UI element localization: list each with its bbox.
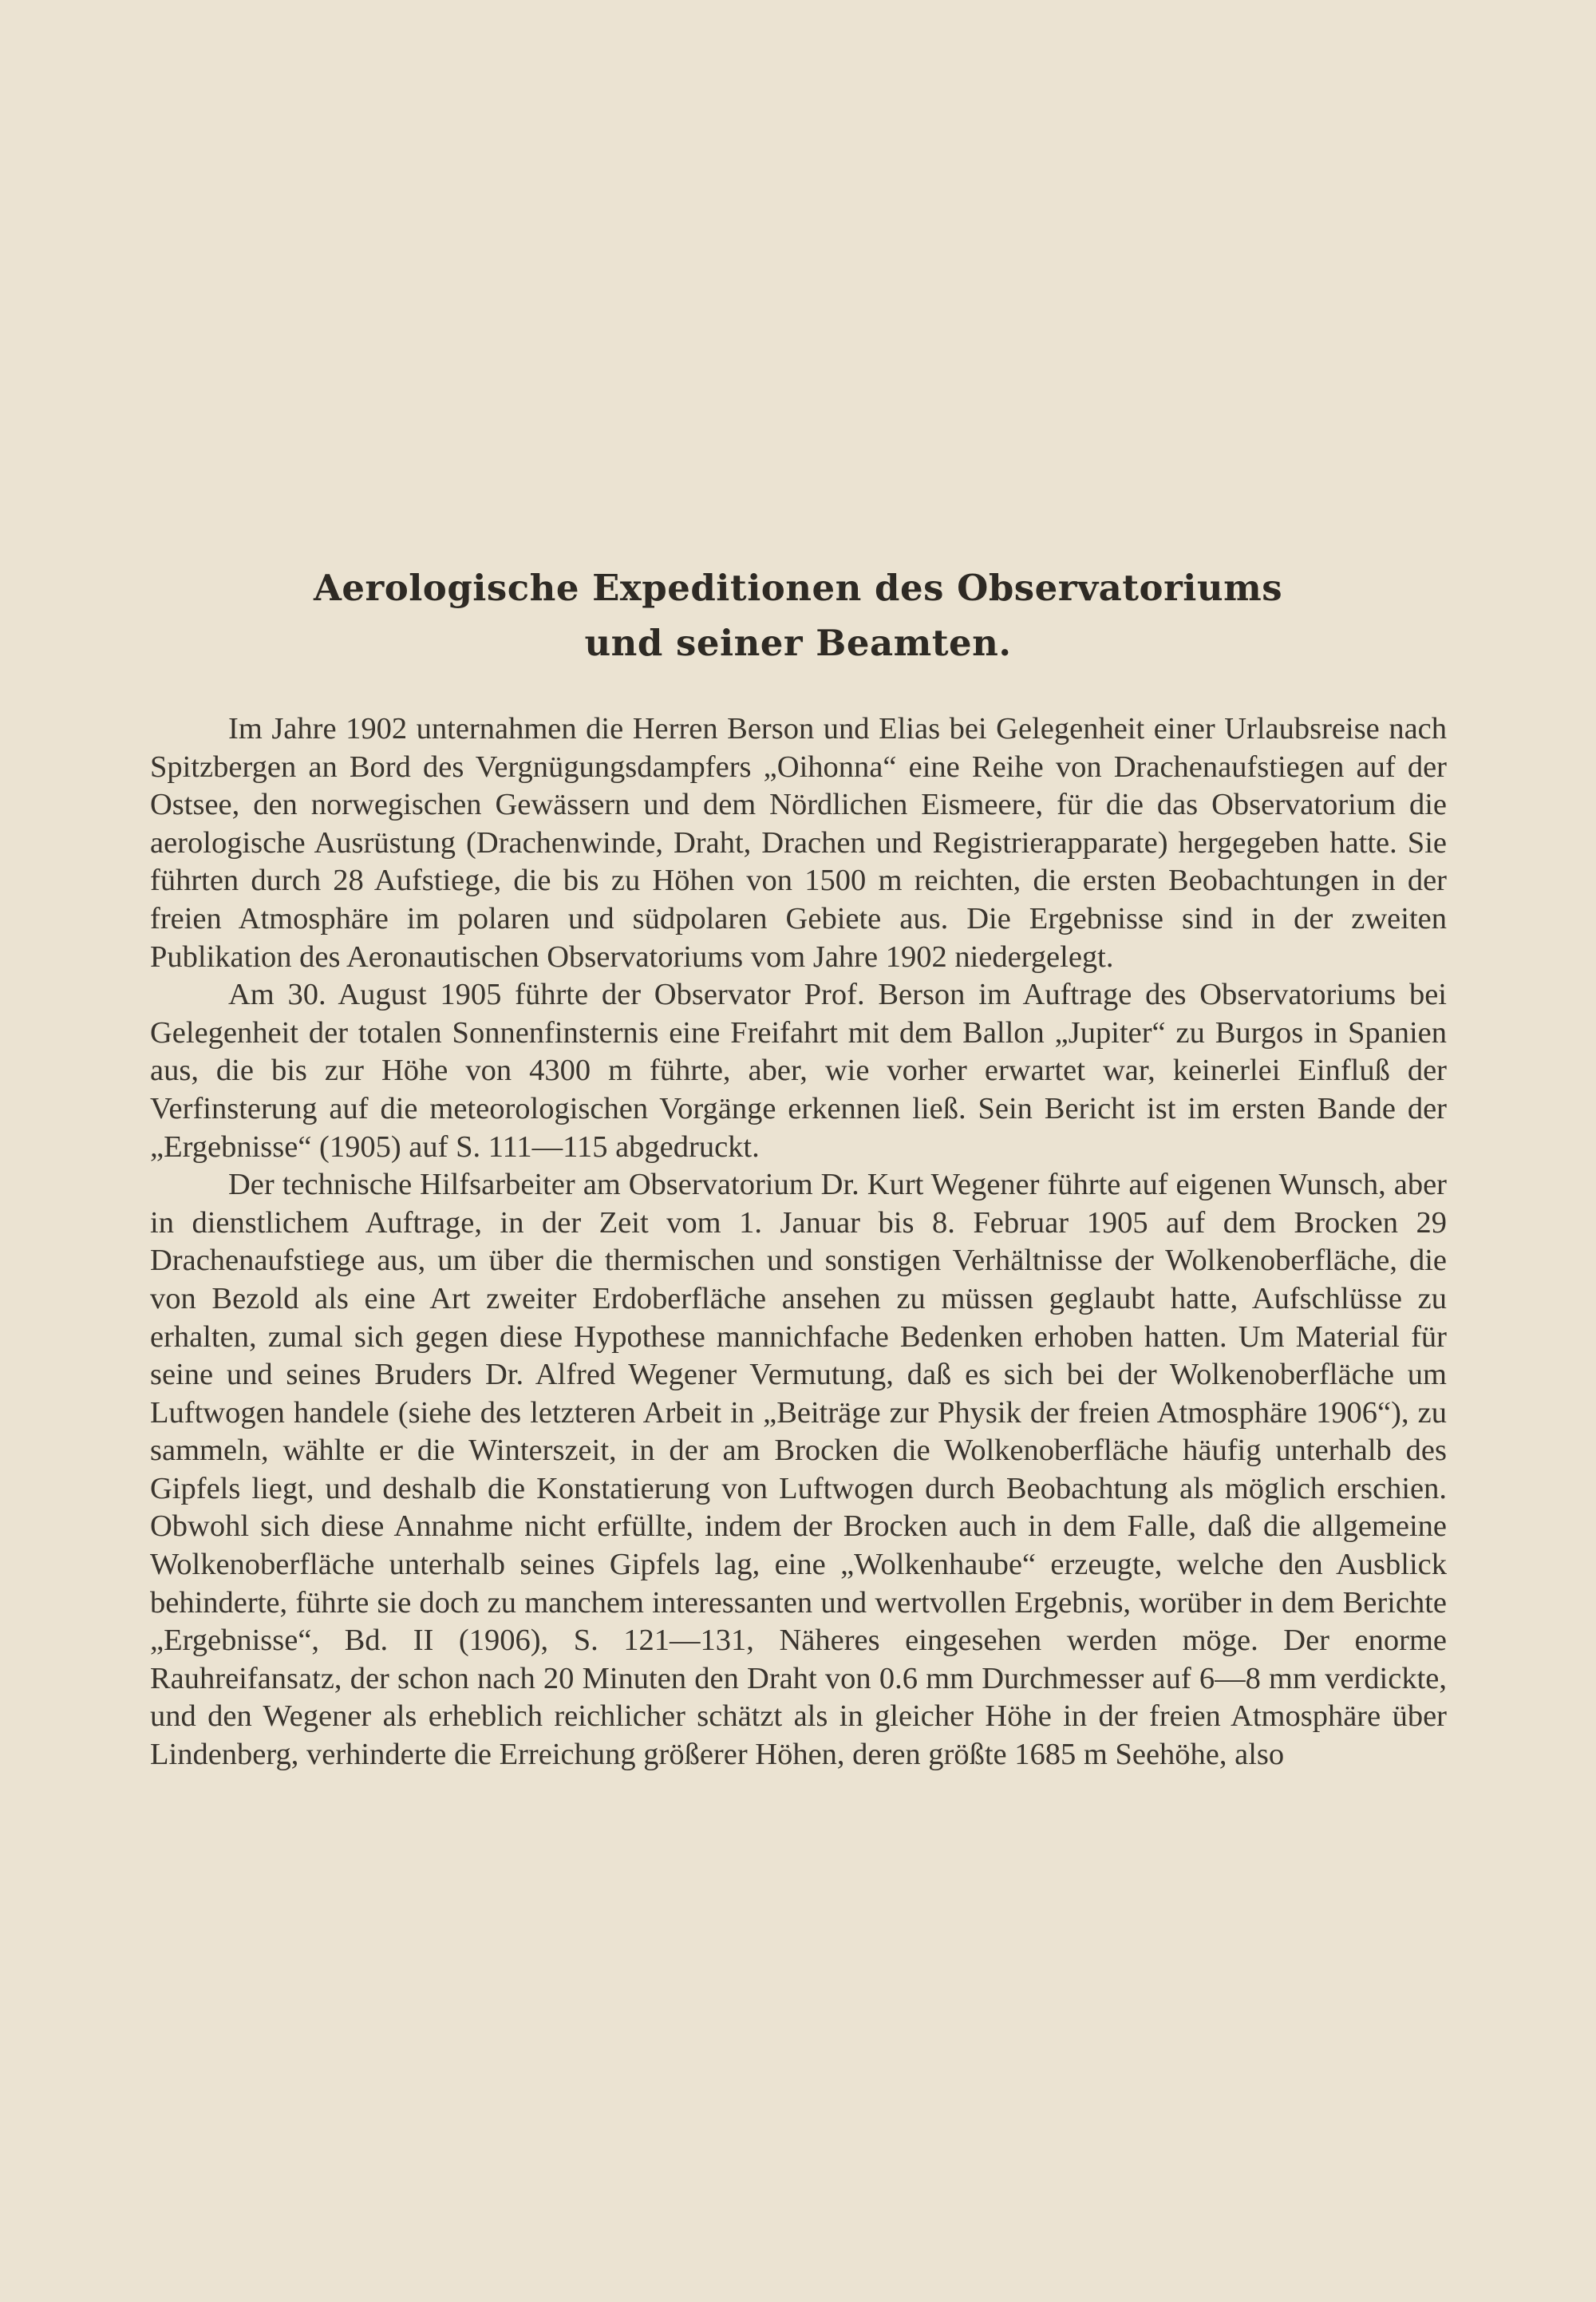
- document-body: [150, 710, 1447, 1774]
- document-title-line-1: Aerologische Expeditionen des Observatoriums: [313, 567, 1283, 609]
- paragraph-2: Am 30. August 1905 führte der Observator Prof. Berson im Auftrage des Observatoriums bei Gelegenheit der totalen Sonnenfinsternis eine Freifahrt mit dem Ballon „Jupiter“ zu Burgos in Spanien aus, die bis zur Höhe von 4300 m führte, aber, wie vorher erwartet war, keinerlei Einfluß der Verfinsterung auf die meteorologischen Vorgänge erkennen ließ. Sein Bericht ist im ersten Bande der „Ergebnisse“ (1905) auf S. 111—115 abgedruckt.: [150, 978, 1447, 1164]
- document-title-line-2: und seiner Beamten.: [584, 622, 1012, 664]
- paragraph-1: Im Jahre 1902 unternahmen die Herren Berson und Elias bei Gelegenheit einer Urlaubsreise nach Spitzbergen an Bord des Vergnügungsdampfers „Oihonna“ eine Reihe von Drachenaufstiegen auf der Ostsee, den norwegischen Gewässern und dem Nördlichen Eismeere, für die das Observatorium die aerologische Ausrüstung (Drachenwinde, Draht, Drachen und Registrierapparate) hergegeben hatte. Sie führten durch 28 Aufstiege, die bis zu Höhen von 1500 m reichten, die ersten Beobachtungen in der freien Atmosphäre im polaren und südpolaren Gebiete aus. Die Ergebnisse sind in der zweiten Publikation des Aeronautischen Observatoriums vom Jahre 1902 niedergelegt.: [150, 712, 1447, 974]
- paragraph-3: Der technische Hilfsarbeiter am Observatorium Dr. Kurt Wegener führte auf eigenen Wunsch, aber in dienstlichem Auftrage, in der Zeit vom 1. Januar bis 8. Februar 1905 auf dem Brocken 29 Drachenaufstiege aus, um über die thermischen und sonstigen Verhältnisse der Wolkenoberfläche, die von Bezold als eine Art zweiter Erdoberfläche ansehen zu müssen geglaubt hatte, Aufschlüsse zu erhalten, zumal sich gegen diese Hypothese mannichfache Bedenken erhoben hatten. Um Material für seine und seines Bruders Dr. Alfred Wegener Vermutung, daß es sich bei der Wolkenoberfläche um Luftwogen handele (siehe des letzteren Arbeit in „Beiträge zur Physik der freien Atmosphäre 1906“), zu sammeln, wählte er die Winterszeit, in der am Brocken die Wolkenoberfläche häufig unterhalb des Gipfels liegt, und deshalb die Konstatierung von Luftwogen durch Beobachtung als möglich erschien. Obwohl sich diese Annahme nicht erfüllte, indem der Brocken auch in dem Falle, daß die allgemeine Wolkenoberfläche unterhalb seines Gipfels lag, eine „Wolkenhaube“ erzeugte, welche den Ausblick behinderte, führte sie doch zu manchem interessanten und wertvollen Ergebnis, worüber in dem Berichte „Ergebnisse“, Bd. II (1906), S. 121—131, Näheres eingesehen werden möge. Der enorme Rauhreifansatz, der schon nach 20 Minuten den Draht von 0.6 mm Durchmesser auf 6—8 mm verdickte, und den Wegener als erheblich reichlicher schätzt als in gleicher Höhe in der freien Atmosphäre über Lindenberg, verhinderte die Erreichung größerer Höhen, deren größte 1685 m Seehöhe, also: [150, 1168, 1447, 1772]
